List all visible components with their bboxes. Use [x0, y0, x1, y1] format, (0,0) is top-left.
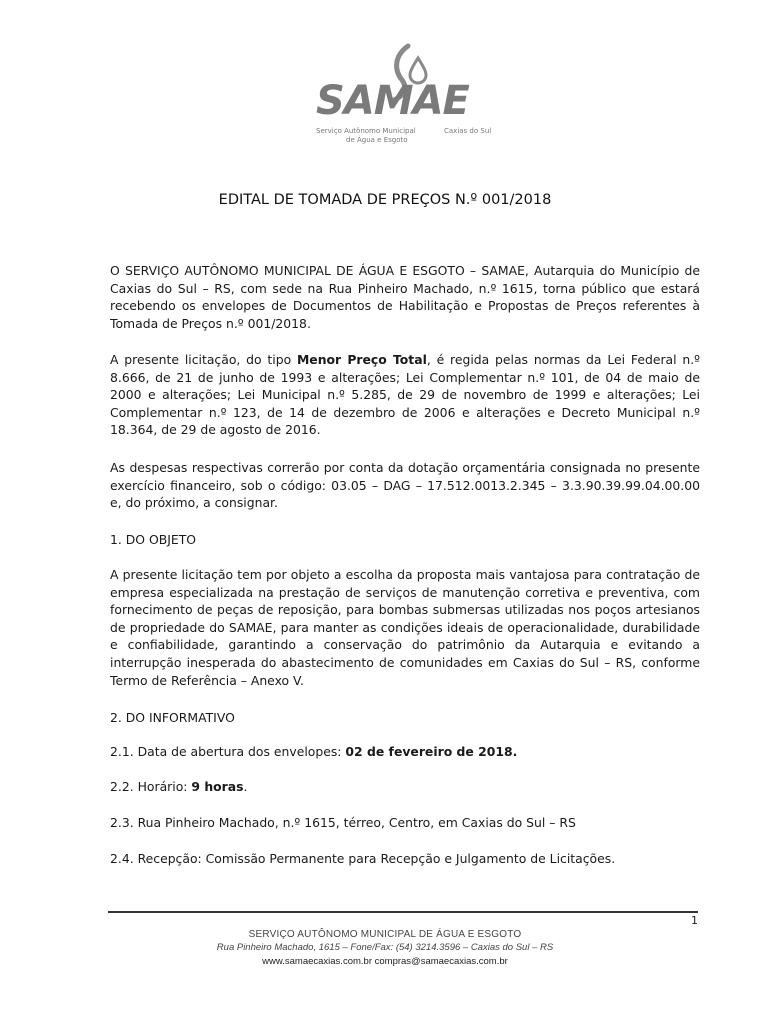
licitacao-paragraph [110, 351, 700, 439]
section-2-heading-text: 2. DO INFORMATIVO [110, 710, 235, 725]
logo-subtitle-2: de Água e Esgoto [346, 136, 408, 144]
item-2-2-value: 9 horas [191, 779, 244, 794]
logo-brand: SAMAE [316, 78, 469, 124]
logo-subtitle-1: Serviço Autônomo Municipal [316, 127, 416, 135]
objeto-text: A presente licitação tem por objeto a escolha da proposta mais vantajosa para contratação de empresa especializada na prestação de serviços de manutenção corretiva e preventiva, com fornecimento de peças de reposição, para bombas submersas utilizadas nos poços artesianos de propriedade do SAMAE, para manter as condições ideais de operacionalidade, durabilidade e confiabilidade, garantindo a conservação do patrimônio da Autarquia e evitando a interrupção inesperada do abastecimento de comunidades em Caxias do Sul – RS, conforme Termo de Referência – Anexo V. [110, 567, 700, 688]
section-2-heading [110, 709, 700, 727]
item-2-1 [110, 743, 700, 761]
item-2-4 [110, 850, 700, 868]
samae-logo [310, 40, 500, 150]
section-1-heading-text: 1. DO OBJETO [110, 532, 197, 547]
footer-line-1: SERVIÇO AUTÔNOMO MUNICIPAL DE ÁGUA E ESGOTO [248, 929, 522, 940]
despesas-text: As despesas respectivas correrão por conta da dotação orçamentária consignada no presente exercício financeiro, sob o código: 03.05 – DAG – 17.512.0013.2.345 – 3.3.90.39.99.04.00.00 e, do próximo, a consignar. [110, 460, 700, 511]
footer-line-3: www.samaecaxias.com.br compras@samaecaxias.com.br [262, 956, 508, 967]
item-2-3-text: 2.3. Rua Pinheiro Machado, n.º 1615, térreo, Centro, em Caxias do Sul – RS [110, 815, 576, 830]
licitacao-post: , é regida pelas normas da Lei Federal n.º 8.666, de 21 de junho de 1993 e alterações; Lei Complementar n.º 101, de 04 de maio de 2000 e alterações; Lei Municipal n.º 5.285, de 29 de novembro de 1999 e alterações; Lei Complementar n.º 123, de 14 de dezembro de 2006 e alterações e Decreto Municipal n.º 18.364, de 29 de agosto de 2016. [110, 352, 701, 438]
item-2-2-label: 2.2. Horário: [110, 779, 192, 794]
item-2-4-text: 2.4. Recepção: Comissão Permanente para Recepção e Julgamento de Licitações. [110, 851, 616, 866]
item-2-1-value: 02 de fevereiro de 2018. [345, 744, 518, 759]
item-2-2 [110, 778, 700, 796]
footer-line-2: Rua Pinheiro Machado, 1615 – Fone/Fax: (54) 3214.3596 – Caxias do Sul – RS [216, 942, 554, 953]
despesas-paragraph [110, 459, 700, 512]
objeto-paragraph [110, 566, 700, 689]
logo-city: Caxias do Sul [444, 127, 492, 135]
item-2-3 [110, 814, 700, 832]
licitacao-bold: Menor Preço Total [296, 352, 427, 367]
item-2-1-label: 2.1. Data de abertura dos envelopes: [110, 744, 346, 759]
section-1-heading [110, 531, 700, 549]
document-title: EDITAL DE TOMADA DE PREÇOS N.º 001/2018 [218, 192, 552, 208]
intro-paragraph [110, 262, 700, 332]
intro-text: O SERVIÇO AUTÔNOMO MUNICIPAL DE ÁGUA E ESGOTO – SAMAE, Autarquia do Município de Caxias do Sul – RS, com sede na Rua Pinheiro Machado, n.º 1615, torna público que estará recebendo os envelopes de Documentos de Habilitação e Propostas de Preços referentes à Tomada de Preços n.º 001/2018. [110, 263, 700, 331]
page-number: 1 [691, 914, 698, 927]
item-2-2-post: . [243, 779, 248, 794]
licitacao-pre: A presente licitação, do tipo [110, 352, 297, 367]
footer-divider [108, 911, 698, 913]
